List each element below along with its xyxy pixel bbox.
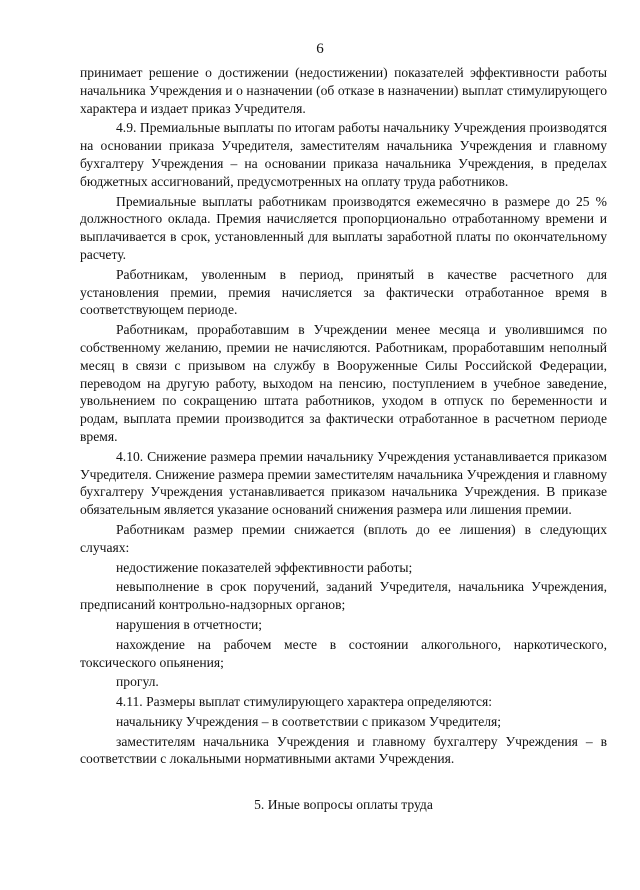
paragraph: Работникам размер премии снижается (вплоть до ее лишения) в следующих случаях: [80,521,607,555]
list-item: нахождение на рабочем месте в состоянии алкогольного, наркотического, токсического опьянения; [80,636,607,670]
paragraph: Работникам, уволенным в период, принятый в качестве расчетного для установления премии, премия начисляется за фактически отработанное время в соответствующем периоде. [80,266,607,318]
list-item: нарушения в отчетности; [116,616,263,632]
page-number: 6 [316,41,324,57]
paragraph: принимает решение о достижении (недостижении) показателей эффективности работы начальника Учреждения и о назначении (об отказе в назначении) выплат стимулирующего характера и издает приказ Учредителя. [80,65,607,116]
paragraph: Премиальные выплаты работникам производятся ежемесячно в размере до 25 % должностного оклада. Премия начисляется пропорционально отработанному времени и выплачивается в срок, установленный для выплаты заработной платы по окончательному расчету. [80,193,607,262]
list-item: начальнику Учреждения – в соответствии с приказом Учредителя; [116,713,502,729]
paragraph: 4.9. Премиальные выплаты по итогам работы начальнику Учреждения производятся на основании приказа Учредителя, заместителям начальника Учреждения и главному бухгалтеру Учреждения – на основании приказа начальника Учреждения, в пределах бюджетных ассигнований, предусмотренных на оплату труда работников. [80,120,607,189]
list-item: заместителям начальника Учреждения и главному бухгалтеру Учреждения – в соответствии с локальными нормативными актами Учреждения. [80,733,607,767]
list-item: прогул. [116,674,159,690]
paragraph: 4.10. Снижение размера премии начальнику Учреждения устанавливается приказом Учредителя. Снижение размера премии заместителям начальника Учреждения и главному бухгалтеру Учреждения устанавливается приказом начальника Учреждения. В приказе обязательным является указание оснований снижения размера или лишения премии. [80,448,607,518]
list-item: недостижение показателей эффективности работы; [116,559,413,575]
paragraph: 4.11. Размеры выплат стимулирующего характера определяются: [116,694,493,710]
section-heading: 5. Иные вопросы оплаты труда [254,797,433,813]
list-item: невыполнение в срок поручений, заданий Учредителя, начальника Учреждения, предписаний контрольно-надзорных органов; [80,579,607,613]
document-body [80,64,607,814]
paragraph: Работникам, проработавшим в Учреждении менее месяца и уволившимся по собственному желанию, премии не начисляются. Работникам, проработавшим неполный месяц в связи с призывом на службу в Вооруженные Силы Российской Федерации, переводом на другую работу, выходом на пенсию, поступлением в учебное заведение, увольнением по сокращению штата работников, уходом в отпуск по беременности и родам, выплата премии производится за фактически отработанное в расчетном периоде время. [80,322,607,444]
